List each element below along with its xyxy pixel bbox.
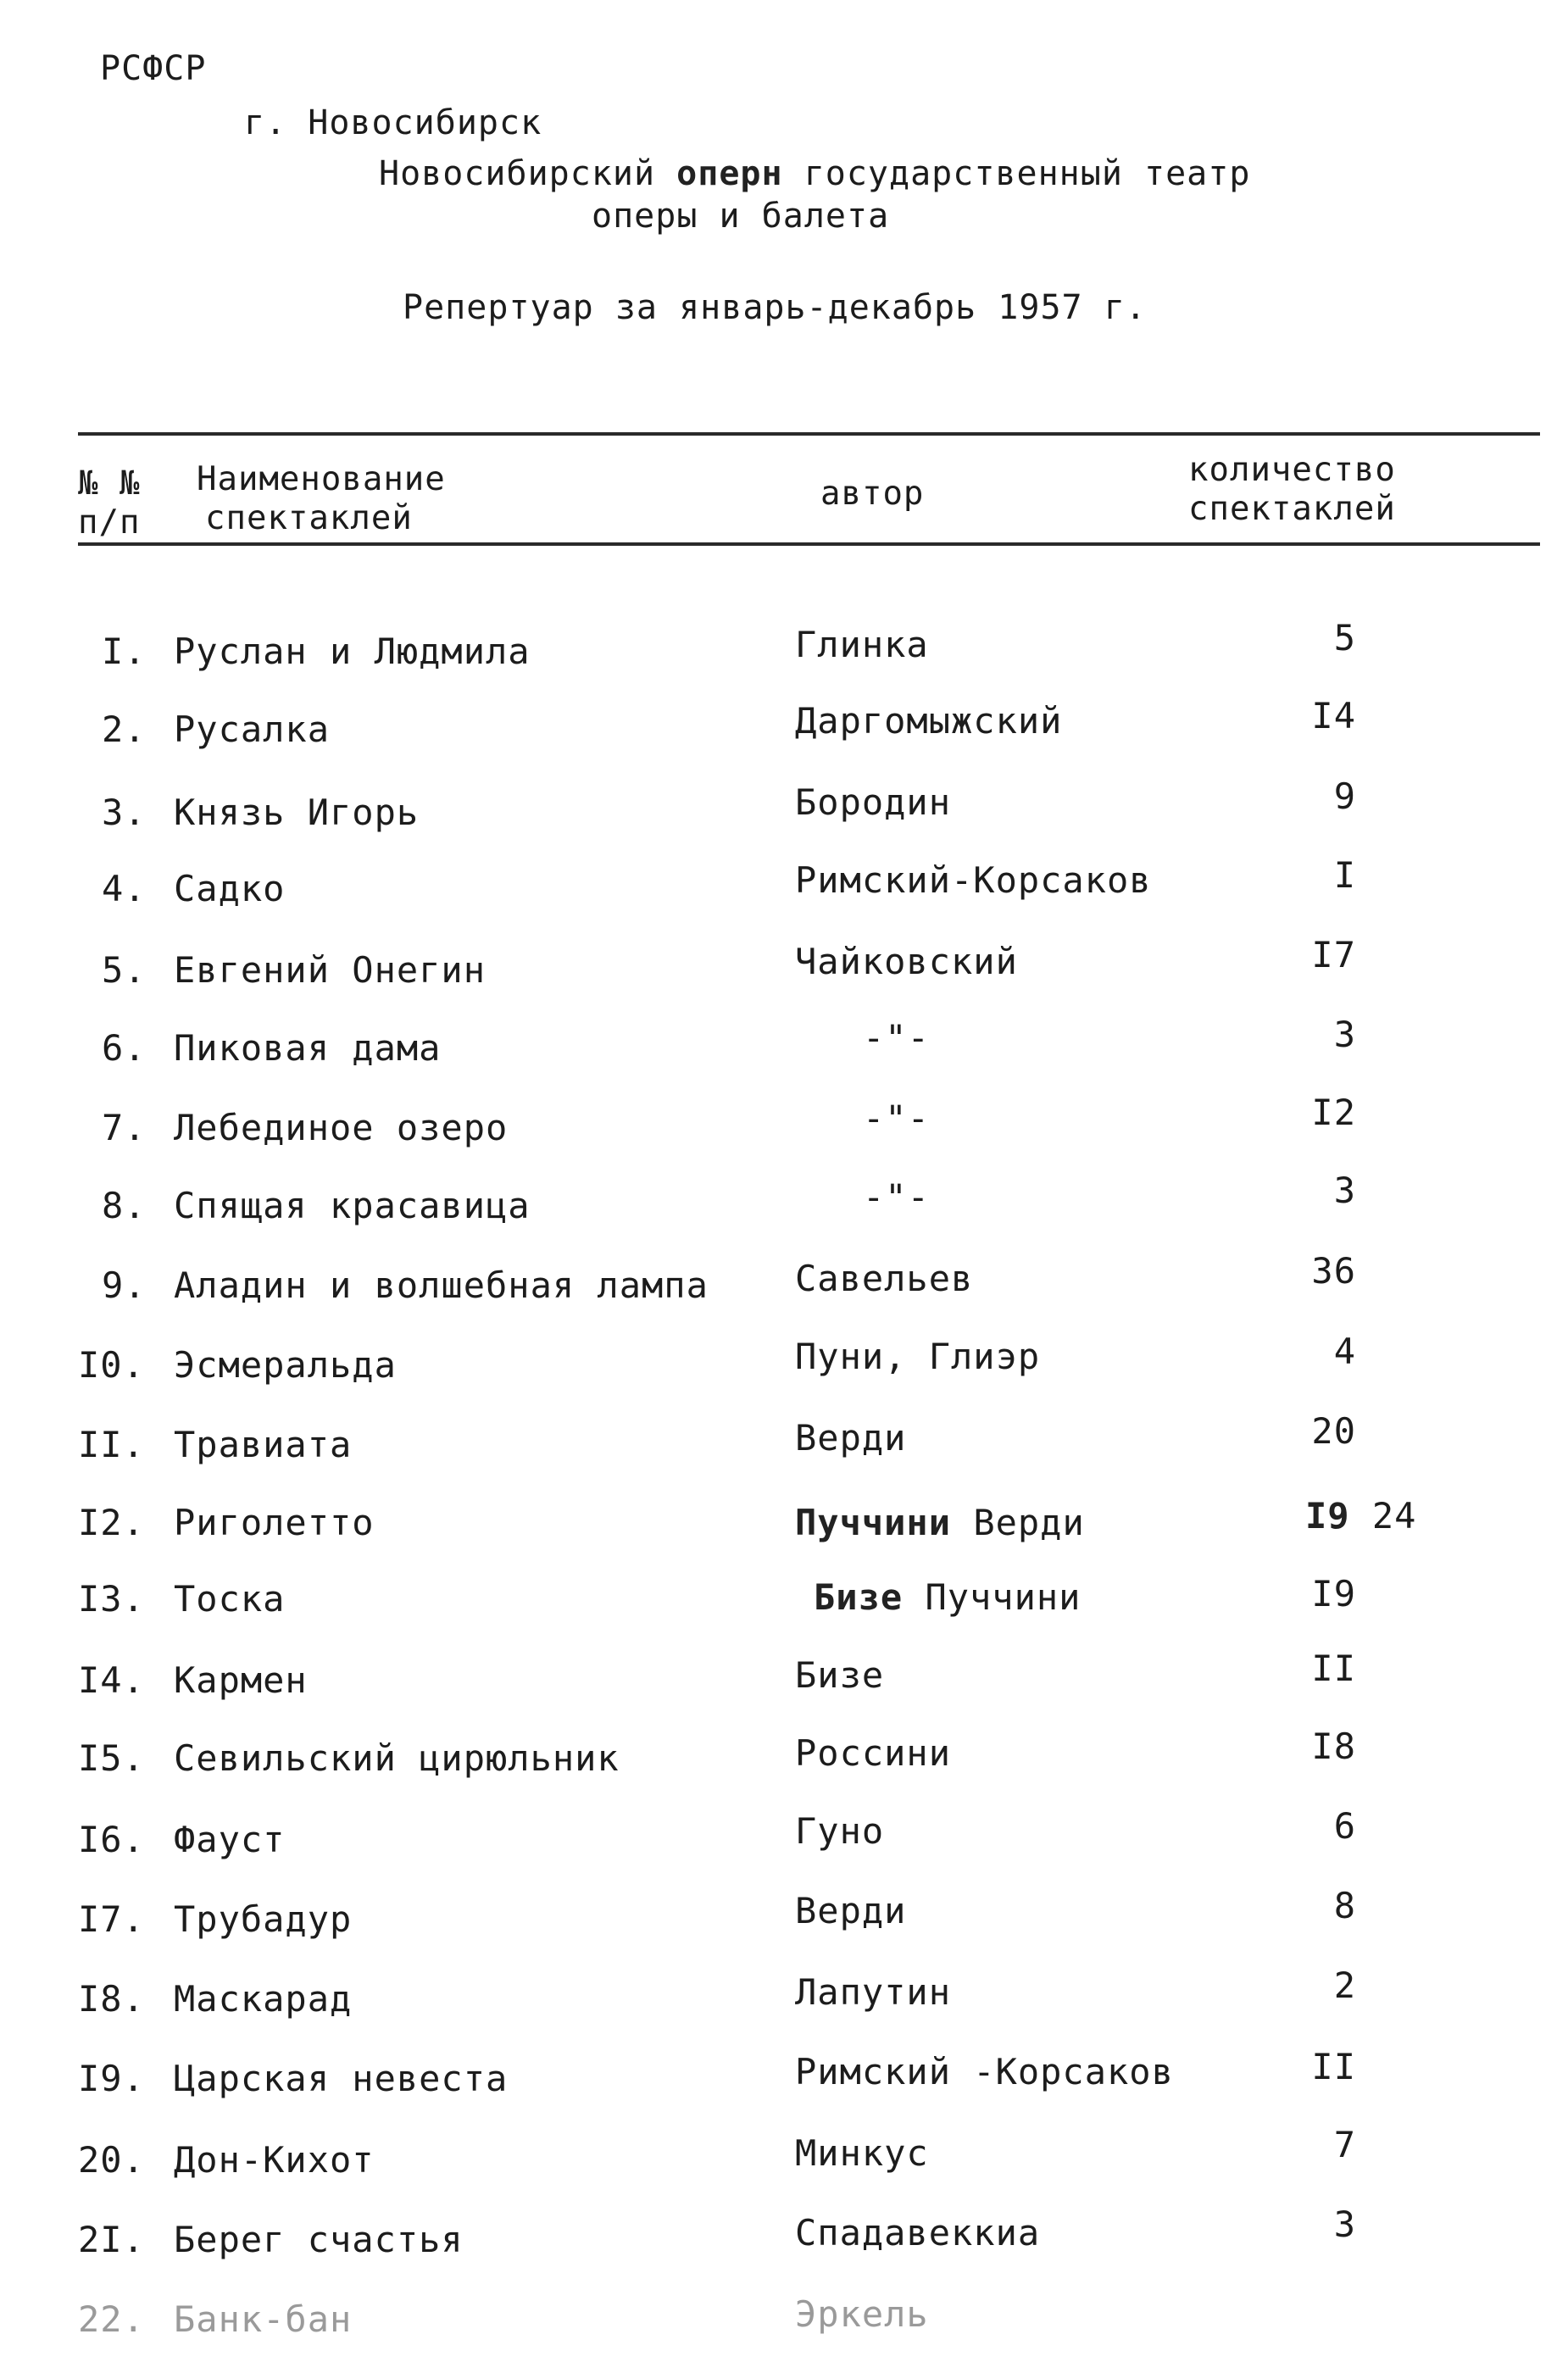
row-number: 8. xyxy=(102,1185,147,1226)
row-count: II xyxy=(1311,2046,1356,2087)
row-author: Верди xyxy=(795,1890,907,1931)
row-number: 2I. xyxy=(78,2219,145,2260)
row-number: I6. xyxy=(78,1819,145,1860)
row-count: 5 xyxy=(1333,617,1356,659)
row-author-corrected: Верди xyxy=(973,1502,1085,1543)
row-number: 2. xyxy=(102,709,147,750)
row-number: I9. xyxy=(78,2058,145,2099)
row-number: I0. xyxy=(78,1344,145,1386)
row-title: Лебединое озеро xyxy=(174,1107,509,1148)
row-author: Россини xyxy=(795,1732,952,1774)
theatre-title-post: государственный театр xyxy=(803,154,1251,193)
row-count: 4 xyxy=(1333,1331,1356,1372)
row-author: Даргомыжский xyxy=(795,700,1063,742)
row-author: -"- xyxy=(863,1176,930,1218)
row-author-corrected: Пуччини xyxy=(925,1576,1081,1618)
row-number: 20. xyxy=(78,2139,145,2181)
row-title: Трубадур xyxy=(174,1898,353,1940)
row-title: Берег счастья xyxy=(174,2219,464,2260)
row-title: Русалка xyxy=(174,709,331,750)
row-title: Аладин и волшебная лампа xyxy=(174,1264,709,1306)
row-number: I2. xyxy=(78,1502,145,1543)
row-title: Пиковая дама xyxy=(174,1027,442,1069)
row-count: I8 xyxy=(1311,1726,1356,1767)
row-title: Банк-бан xyxy=(174,2298,353,2340)
repertoire-subtitle: Репертуар за январь-декабрь 1957 г. xyxy=(403,288,1147,327)
row-count: 36 xyxy=(1311,1250,1356,1292)
row-count: 9 xyxy=(1333,775,1356,817)
col-header-count-line2: спектаклей xyxy=(1188,490,1396,528)
row-author xyxy=(814,1576,1081,1618)
col-header-title xyxy=(197,460,446,538)
col-header-title-line1: Наименование xyxy=(197,460,446,498)
row-title: Фауст xyxy=(174,1819,286,1860)
row-title: Дон-Кихот xyxy=(174,2139,375,2181)
row-count xyxy=(1305,1495,1416,1537)
row-author: Лапутин xyxy=(795,1971,952,2013)
row-number: 22. xyxy=(78,2298,145,2340)
row-title: Эсмеральда xyxy=(174,1344,397,1386)
row-author: Бородин xyxy=(795,781,952,823)
row-title: Травиата xyxy=(174,1424,353,1465)
row-title: Тоска xyxy=(174,1578,286,1620)
row-count: I9 xyxy=(1311,1573,1356,1614)
table-header-rule xyxy=(78,542,1540,546)
row-number: I. xyxy=(102,631,147,672)
col-header-count-line1: количество xyxy=(1188,451,1396,489)
row-title: Царская невеста xyxy=(174,2058,509,2099)
row-number: 7. xyxy=(102,1107,147,1148)
row-author-struck: Пуччини xyxy=(795,1502,952,1543)
theatre-title-line2: оперы и балета xyxy=(592,197,890,236)
row-number: I5. xyxy=(78,1737,145,1779)
row-author: Пуни, Глиэр xyxy=(795,1336,1041,1377)
city-label: г. Новосибирск xyxy=(244,103,542,142)
row-author: Спадавеккиа xyxy=(795,2212,1041,2254)
row-author-struck: Бизе xyxy=(814,1576,904,1618)
row-title: Спящая красавица xyxy=(174,1185,531,1226)
row-title: Князь Игорь xyxy=(174,792,420,833)
row-number: I7. xyxy=(78,1898,145,1940)
row-author: Римский -Корсаков xyxy=(795,2051,1174,2092)
row-number: 5. xyxy=(102,949,147,991)
theatre-title-line1 xyxy=(379,154,1250,193)
row-author: Верди xyxy=(795,1417,907,1459)
theatre-title-pre: Новосибирский xyxy=(379,154,656,193)
row-title: Севильский цирюльник xyxy=(174,1737,620,1779)
row-title: Риголетто xyxy=(174,1502,375,1543)
row-count: 8 xyxy=(1333,1885,1356,1926)
republic-label: РСФСР xyxy=(100,49,207,88)
row-author: Чайковский xyxy=(795,941,1018,982)
theatre-title-struck: оперн xyxy=(676,154,783,193)
row-number: I8. xyxy=(78,1978,145,2020)
row-author: Римский-Корсаков xyxy=(795,859,1152,901)
row-author: Савельев xyxy=(795,1258,974,1299)
row-number: II. xyxy=(78,1424,145,1465)
row-count: I2 xyxy=(1311,1092,1356,1133)
row-number: I4. xyxy=(78,1659,145,1701)
row-count: 7 xyxy=(1333,2124,1356,2165)
col-header-number-line2: п/п xyxy=(78,503,141,542)
row-author: Бизе xyxy=(795,1654,885,1696)
row-count: I xyxy=(1333,854,1356,896)
col-header-number-line1: № № xyxy=(78,464,141,503)
row-number: 6. xyxy=(102,1027,147,1069)
row-title: Евгений Онегин xyxy=(174,949,487,991)
row-title: Кармен xyxy=(174,1659,308,1701)
row-count: II xyxy=(1311,1648,1356,1689)
row-author: -"- xyxy=(863,1098,930,1139)
row-author: Минкус xyxy=(795,2132,929,2174)
row-count: 3 xyxy=(1333,2204,1356,2245)
row-count: I7 xyxy=(1311,934,1356,975)
row-number: I3. xyxy=(78,1578,145,1620)
row-number: 4. xyxy=(102,868,147,909)
row-author: -"- xyxy=(863,1017,930,1059)
row-count: 6 xyxy=(1333,1805,1356,1847)
row-count: 3 xyxy=(1333,1014,1356,1055)
col-header-number xyxy=(78,464,140,542)
row-count-struck: I9 xyxy=(1305,1495,1350,1537)
col-header-count xyxy=(1188,451,1396,529)
table-top-rule xyxy=(78,432,1540,436)
row-count: I4 xyxy=(1311,695,1356,736)
row-number: 9. xyxy=(102,1264,147,1306)
row-count: 20 xyxy=(1311,1410,1356,1452)
row-title: Маскарад xyxy=(174,1978,353,2020)
row-author: Эркель xyxy=(795,2293,929,2335)
row-author: Гуно xyxy=(795,1810,885,1852)
row-count: 3 xyxy=(1333,1170,1356,1211)
row-author: Глинка xyxy=(795,624,929,665)
row-title: Руслан и Людмила xyxy=(174,631,531,672)
row-author xyxy=(795,1502,1085,1543)
row-count-corrected: 24 xyxy=(1371,1495,1417,1537)
col-header-title-line2: спектаклей xyxy=(205,499,413,537)
row-count: 2 xyxy=(1333,1965,1356,2006)
row-title: Садко xyxy=(174,868,286,909)
row-number: 3. xyxy=(102,792,147,833)
col-header-author: автор xyxy=(820,475,925,513)
